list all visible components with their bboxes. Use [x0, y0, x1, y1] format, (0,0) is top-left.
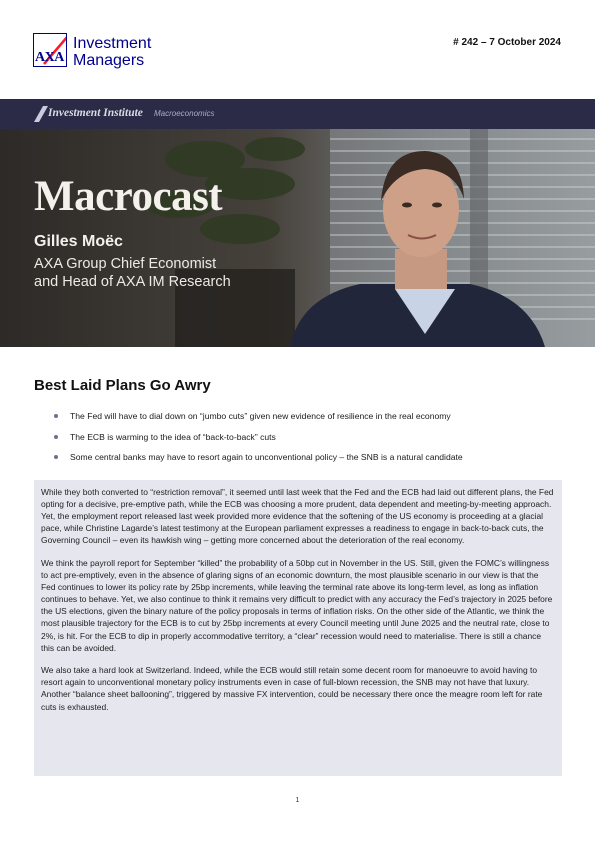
- bullet-icon: [54, 455, 58, 459]
- summary-paragraph: While they both converted to “restriction removal”, it seemed until last week that the Fed and the ECB had laid out different plans, the Fed opting for a decisive, pre-emptive path, while the ECB was choosing a more prudent, data dependent and meeting-by-meeting approach. Yet, the employment report released last week provided more evidence that the softening of the US economy is proceeding at a glacial pace, while Christine Lagarde’s latest testimony at the European parliament expresses a readiness to engage in back-to-back cuts, the Governing Council – even its hawkish wing – getting more concerned about the deterioration of the real economy.: [41, 487, 554, 546]
- author-role-line2: and Head of AXA IM Research: [34, 274, 231, 290]
- hero-banner: [0, 129, 595, 347]
- key-point-text: Some central banks may have to resort again to unconventional policy – the SNB is a natural candidate: [70, 452, 463, 462]
- summary-paragraph: We also take a hard look at Switzerland. Indeed, while the ECB would still retain some decent room for manoeuvre to avoid having to resort again to unconventional monetary policy instruments even in case of full-blown recession, the SNB may not have that luxury. Another “balance sheet ballooning”, triggered by massive FX intervention, could be necessary there once the meagre room left for rate cuts is exhausted.: [41, 665, 543, 712]
- institute-slash-icon: [34, 106, 48, 122]
- brand-line1: Investment: [73, 35, 152, 52]
- bullet-icon: [54, 435, 58, 439]
- summary-paragraph: We think the payroll report for September “killed” the probability of a 50bp cut in November in the US. Still, given the FOMC’s willingness to act pre-emptively, even in the absence of glaring signs of an economic downturn, the most plausible scenario in our view is that the Fed continues to lower its policy rate by 25bp increments, while leaving the terminal rate above its long-term level, as long as inflation continues to behave. Yet, we also continue to think it remains very difficult to predict with any accuracy the Fed’s trajectory in 2025 before the US elections, given the binary nature of the policy proposals in terms of inflation risks. On the other side of the Atlantic, we think the most plausible trajectory for the ECB is to cut by 25bp increments at every Council meeting until June 2025 and the neutral rate, close to 2%, is hit. For the ECB to dip in properly accommodative territory, a “clear” recession would need to materialise. There is still a chance this can be avoided.: [41, 557, 553, 653]
- institute-bar: [0, 99, 595, 129]
- article-headline: Best Laid Plans Go Awry: [34, 377, 211, 394]
- author-name: Gilles Moëc: [34, 233, 123, 250]
- page-number: 1: [295, 797, 300, 804]
- author-role-line1: AXA Group Chief Economist: [34, 256, 217, 272]
- author-role: [34, 255, 231, 291]
- report-title: Macrocast: [34, 173, 223, 220]
- institute-subtitle: Macroeconomics: [154, 109, 215, 118]
- axa-logo: [33, 33, 67, 67]
- institute-title: Investment Institute: [48, 107, 143, 119]
- summary-box: [34, 480, 562, 776]
- brand-line2: Managers: [73, 52, 145, 69]
- issue-date: # 242 – 7 October 2024: [453, 37, 561, 48]
- brand-name: [73, 35, 151, 69]
- logo-mark: AXA: [35, 50, 64, 65]
- key-point-text: The ECB is warming to the idea of “back-to-back” cuts: [70, 431, 276, 442]
- bullet-icon: [54, 414, 58, 418]
- key-point-text: The Fed will have to dial down on “jumbo cuts” given new evidence of resilience in the real economy: [70, 411, 451, 421]
